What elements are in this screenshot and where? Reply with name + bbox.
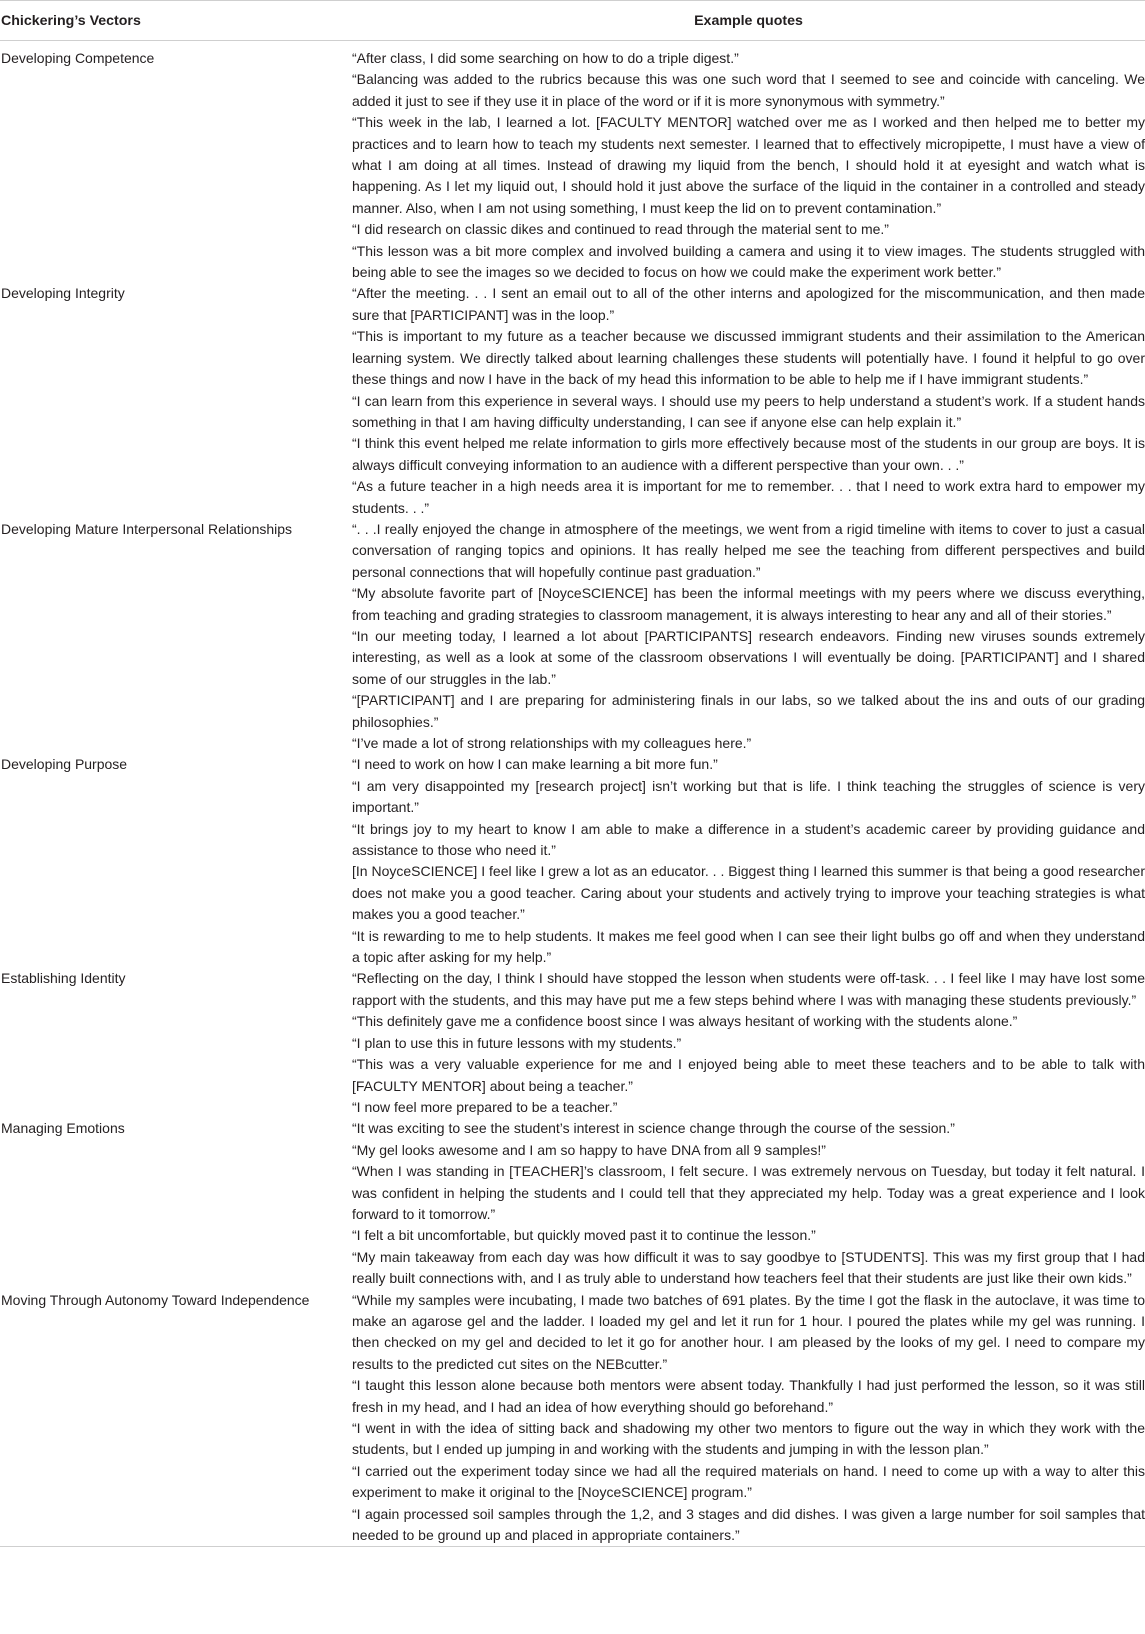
quote-text: “As a future teacher in a high needs area it is important for me to remember. . . that I need to work extra hard to empower my students. . .” (352, 478, 1145, 516)
vector-name: Developing Purpose (1, 756, 128, 773)
quote-text: “I plan to use this in future lessons with my students.” (352, 1034, 682, 1051)
quote-text: “This week in the lab, I learned a lot. [FACULTY MENTOR] watched over me as I worked and then helped me to better my practices and to learn how to teach my students next semester. I learned that to effectively micropipette, I must have a view of what I am doing at all times. Instead of drawing my liquid from the bench, I should hold it at eyesight and watch what is happening. As I let my liquid out, I should hold it just above the surface of the liquid in the container in a controlled and steady manner. Also, when I am not using something, I must keep the lid on to prevent contamination.” (352, 114, 1145, 216)
quote-text: “I carried out the experiment today since we had all the required materials on hand. I need to come up with a way to alter this experiment to make it original to the [NoyceSCIENCE] program.” (352, 1462, 1145, 1501)
quote-text: “My absolute favorite part of [NoyceSCIENCE] has been the informal meetings with my peers where we discuss everything, from teaching and grading strategies to classroom management, it is always interesting to hear any and all of their stories.” (352, 585, 1145, 623)
table-row (0, 968, 1145, 1118)
quote-text: “[PARTICIPANT] and I are preparing for administering finals in our labs, so we talked about the ins and outs of our grading philosophies.” (352, 692, 1145, 730)
quote-text: “I again processed soil samples through the 1,2, and 3 stages and did dishes. I was given a large number for soil samples that needed to be ground up and placed in appropriate containers.” (352, 1505, 1145, 1544)
quote-text: “I think this event helped me relate information to girls more effectively because most of the students in our group are boys. It is always difficult conveying information to an audience with a different perspective than your own. . .” (352, 435, 1145, 473)
header-row (0, 1, 1145, 41)
vector-name: Developing Integrity (1, 285, 125, 302)
vector-name: Developing Competence (1, 50, 155, 66)
vector-name: Moving Through Autonomy Toward Independence (0, 1290, 352, 1547)
vector-name: Developing Mature Interpersonal Relationships (1, 520, 293, 537)
quote-text: “In our meeting today, I learned a lot about [PARTICIPANTS] research endeavors. Finding new viruses sounds extremely interesting, as well as a look at some of the classroom observations I will eventually be doing. [PARTICIPANT] and I shared some of our struggles in the lab.” (352, 627, 1145, 687)
quote-text: “I felt a bit uncomfortable, but quickly moved past it to continue the lesson.” (352, 1227, 816, 1244)
header-quotes: Example quotes (352, 1, 1145, 41)
quote-text: “I am very disappointed my [research project] isn’t working but that is life. I think teaching the struggles of science is very important.” (352, 777, 1145, 816)
table-row (0, 283, 1145, 518)
quote-text: “I can learn from this experience in several ways. I should use my peers to help understand a student’s work. If a student hands something in that I am having difficulty understanding, I can see if anyone else can help explain it.” (352, 392, 1145, 430)
quote-text: “I went in with the idea of sitting back and shadowing my other two mentors to figure out the way in which they work with the students, but I ended up jumping in and working with the students and jumping in with the lesson plan.” (352, 1420, 1145, 1458)
quotes-cell (352, 519, 1145, 754)
quotes-cell (352, 41, 1145, 284)
quote-text: “This was a very valuable experience for me and I enjoyed being able to meet these teachers and to be able to talk with [FACULTY MENTOR] about being a teacher.” (352, 1056, 1145, 1094)
quote-text: “While my samples were incubating, I made two batches of 691 plates. By the time I got the flask in the autoclave, it was time to make an agarose gel and the ladder. I loaded my gel and let it run for 1 hour. I poured the plates while my gel was running. I then checked on my gel and decided to let it go for another hour. I am pleased by the looks of my gel. I need to compare my results to the predicted cut sites on the NEBcutter.” (352, 1291, 1145, 1372)
quote-text: “I taught this lesson alone because both mentors were absent today. Thankfully I had just performed the lesson, so it was still fresh in my head, and I had an idea of how everything should go beforehand.” (352, 1377, 1145, 1415)
quote-text: “I’ve made a lot of strong relationships with my colleagues here.” (352, 735, 752, 751)
table-row (0, 41, 1145, 284)
table-row (0, 1290, 1145, 1547)
quote-text: “It is rewarding to me to help students. It makes me feel good when I can see their light bulbs go off and when they understand a topic after asking for my help.” (352, 927, 1145, 966)
quote-text: “My gel looks awesome and I am so happy to have DNA from all 9 samples!” (352, 1141, 826, 1158)
header-vectors: Chickering’s Vectors (0, 1, 352, 41)
quote-text: “After class, I did some searching on how to do a triple digest.” (352, 50, 739, 66)
table-row (0, 1118, 1145, 1289)
quotes-cell (352, 283, 1145, 518)
quote-text: [In NoyceSCIENCE] I feel like I grew a lot as an educator. . . Biggest thing I learned this summer is that being a good researcher does not make you a good teacher. Caring about your students and actively trying to improve your teaching strategies is what makes you a good teacher.” (352, 863, 1145, 923)
quote-text: “When I was standing in [TEACHER]’s classroom, I felt secure. I was extremely nervous on Tuesday, but today it felt natural. I was confident in helping the students and I could tell that they appreciated my help. Today was a great experience and I look forward to it tomorrow.” (352, 1163, 1145, 1222)
quote-text: “Balancing was added to the rubrics because this was one such word that I seemed to see and coincide with canceling. We added it just to see if they use it in place of the word or if it is more synonymous with symmetry.” (352, 71, 1145, 109)
vector-name: Managing Emotions (1, 1120, 125, 1137)
quotes-cell (352, 968, 1145, 1118)
table-row (0, 519, 1145, 754)
quote-text: “This definitely gave me a confidence boost since I was always hesitant of working with the students alone.” (352, 1013, 1018, 1030)
table-body (0, 41, 1145, 1547)
quote-text: “My main takeaway from each day was how difficult it was to say goodbye to [STUDENTS]. This was my first group that I had really built connections with, and I as truly able to understand how teachers feel that their students are just like their own kids.” (352, 1248, 1145, 1287)
quote-text: “I now feel more prepared to be a teacher.” (352, 1098, 618, 1115)
quotes-cell (352, 1118, 1145, 1289)
quote-text: “This is important to my future as a teacher because we discussed immigrant students and their assimilation to the American learning system. We directly talked about learning challenges these students will potentially have. I found it helpful to go over these things and now I have in the back of my head this information to be able to help me if I have immigrant students.” (352, 328, 1145, 388)
quote-text: “It brings joy to my heart to know I am able to make a difference in a student’s academic career by providing guidance and assistance to those who need it.” (352, 820, 1145, 859)
table-row (0, 754, 1145, 968)
quotes-cell (352, 1290, 1145, 1547)
quote-text: “I need to work on how I can make learning a bit more fun.” (352, 756, 718, 773)
quote-text: “. . .I really enjoyed the change in atmosphere of the meetings, we went from a rigid timeline with items to cover to just a casual conversation of ranging topics and opinions. It has really helped me see the teaching from different perspectives and build personal connections that will hopefully continue past graduation.” (352, 520, 1145, 580)
quote-text: “I did research on classic dikes and continued to read through the material sent to me.” (352, 221, 889, 238)
quotes-cell (352, 754, 1145, 968)
quote-text: “After the meeting. . . I sent an email out to all of the other interns and apologized for the miscommunication, and then made sure that [PARTICIPANT] was in the loop.” (352, 285, 1145, 323)
quote-text: “This lesson was a bit more complex and involved building a camera and using it to view images. The students struggled with being able to see the images so we decided to focus on how we could make the experiment work better.” (352, 242, 1145, 281)
quote-text: “It was exciting to see the student’s interest in science change through the course of the session.” (352, 1120, 955, 1137)
quote-text: “Reflecting on the day, I think I should have stopped the lesson when students were off-task. . . I feel like I may have lost some rapport with the students, and this may have put me a few steps behind where I was with managing these students previously.” (352, 970, 1145, 1008)
vector-name: Establishing Identity (1, 970, 126, 987)
